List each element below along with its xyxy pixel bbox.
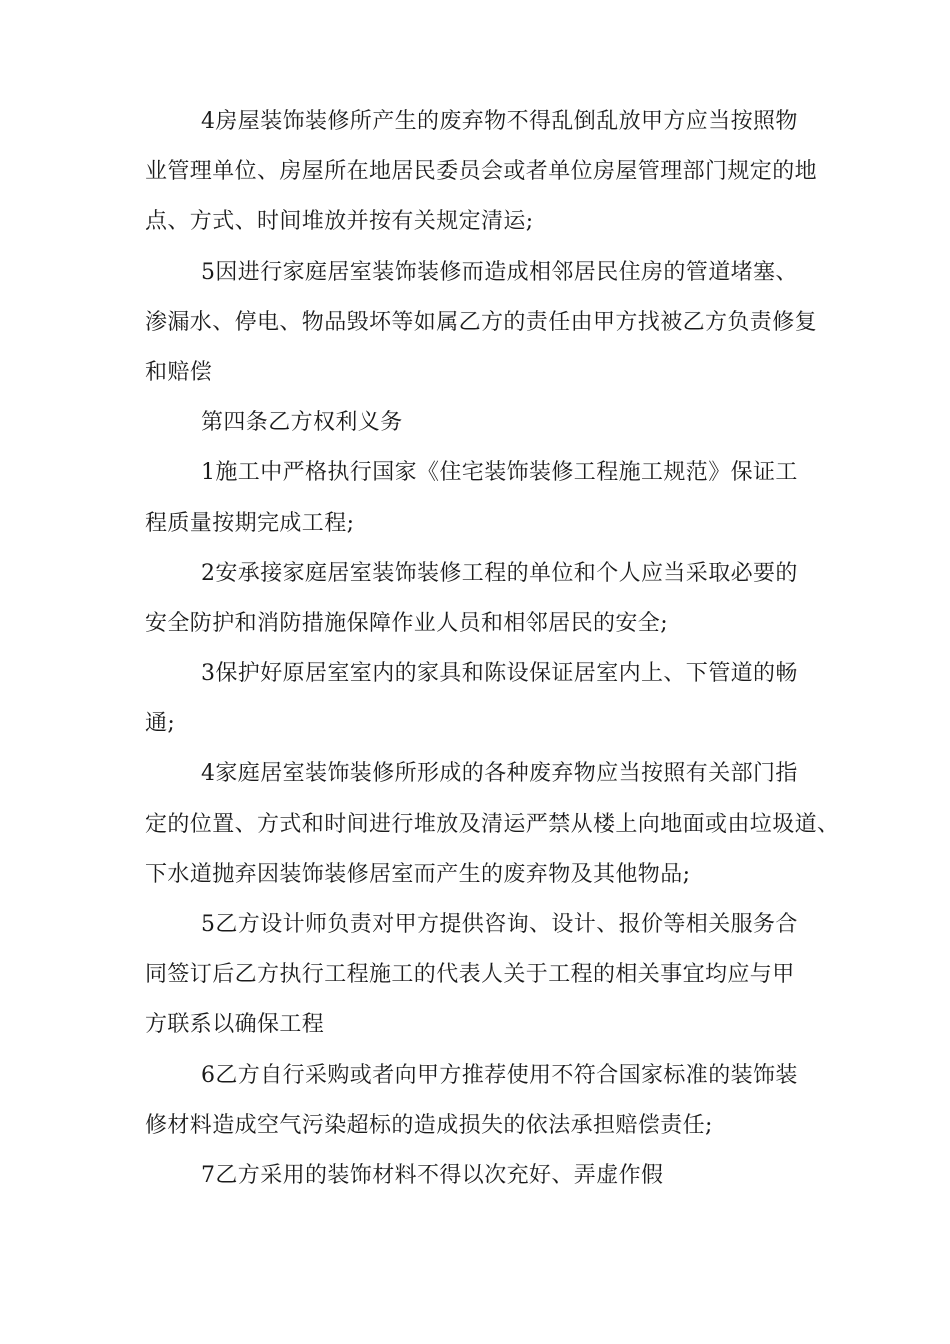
text-line: 2安承接家庭居室装饰装修工程的单位和个人应当采取必要的 <box>201 560 798 586</box>
text-line: 6乙方自行采购或者向甲方推荐使用不符合国家标准的装饰装 <box>201 1062 798 1088</box>
text-line: 5乙方设计师负责对甲方提供咨询、设计、报价等相关服务合 <box>201 912 798 937</box>
text-line: 程质量按期完成工程; <box>145 510 355 536</box>
text-line: 4家庭居室装饰装修所形成的各种废弃物应当按照有关部门指 <box>201 761 798 787</box>
text-line: 安全防护和消防措施保障作业人员和相邻居民的安全; <box>145 610 669 636</box>
text-line: 点、方式、时间堆放并按有关规定清运; <box>145 209 534 235</box>
text-line: 渗漏水、停电、物品毁坏等如属乙方的责任由甲方找被乙方负责修复 <box>145 309 818 335</box>
text-line: 4房屋装饰装修所产生的废弃物不得乱倒乱放甲方应当按照物 <box>201 109 798 134</box>
text-line: 定的位置、方式和时间进行堆放及清运严禁从楼上向地面或由垃圾道、 <box>145 811 840 837</box>
text-line: 方联系以确保工程 <box>145 1012 325 1038</box>
text-line: 通; <box>145 711 176 737</box>
text-line: 5因进行家庭居室装饰装修而造成相邻居民住房的管道堵塞、 <box>201 259 798 285</box>
text-line: 业管理单位、房屋所在地居民委员会或者单位房屋管理部门规定的地 <box>145 159 818 185</box>
contract-text-body <box>145 100 840 1204</box>
text-line: 3保护好原居室室内的家具和陈设保证居室内上、下管道的畅 <box>201 661 798 687</box>
text-line: 下水道抛弃因装饰装修居室而产生的废弃物及其他物品; <box>145 861 691 887</box>
text-line: 7乙方采用的装饰材料不得以次充好、弄虚作假 <box>201 1162 664 1188</box>
text-line: 同签订后乙方执行工程施工的代表人关于工程的相关事宜均应与甲 <box>145 962 795 988</box>
text-line: 和赔偿 <box>145 359 213 385</box>
text-line: 1施工中严格执行国家《住宅装饰装修工程施工规范》保证工 <box>201 460 798 486</box>
text-line: 修材料造成空气污染超标的造成损失的依法承担赔偿责任; <box>145 1112 713 1138</box>
section-heading: 第四条乙方权利义务 <box>201 410 403 436</box>
